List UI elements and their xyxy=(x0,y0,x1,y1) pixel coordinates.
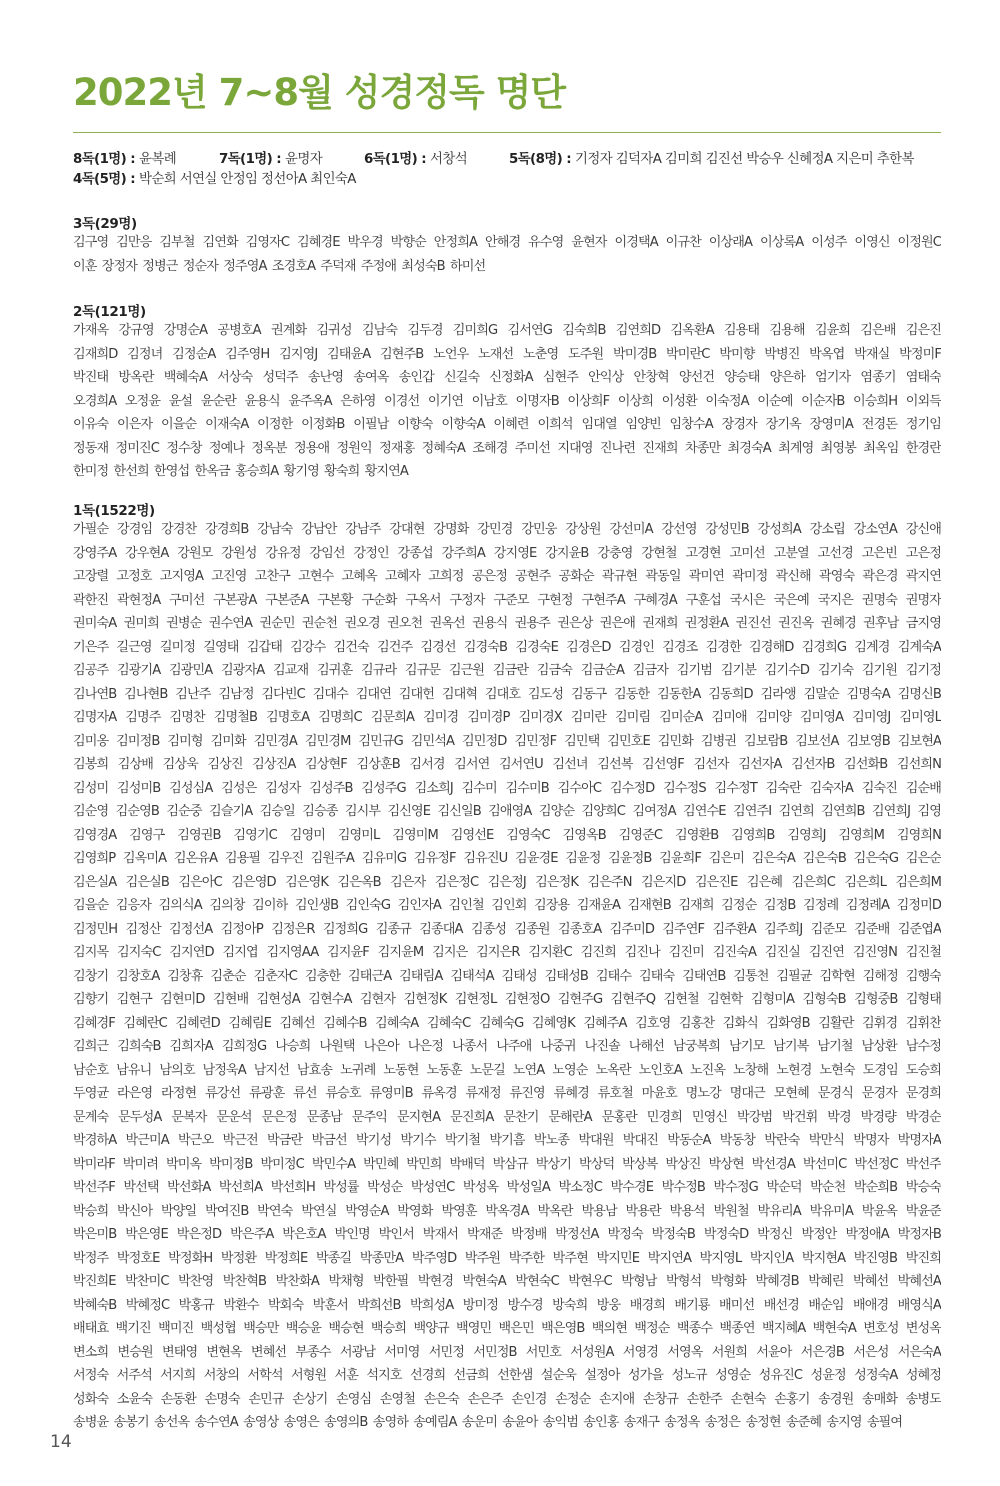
name-line: 박정주 박정호E 박정화H 박정환 박정희E 박종길 박종만A 박주영D 박주원 박주한 박주현 박지민E 박지연A 박지영L 박지인A 박지현A 박진영B 박진희 xyxy=(73,1250,941,1266)
entry-label: 8독(1명) : xyxy=(73,152,140,167)
name-line: 김영희P 김옥미A 김온유A 김용필 김우진 김원주A 김유미G 김유정F 김유진U 김윤경E 김윤정 김윤정B 김윤희F 김은미 김은숙A 김은숙B 김은숙G 김은순 xyxy=(73,851,941,866)
name-line: 이훈 장정자 정병근 정순자 정주영A 조경호A 주덕재 주정애 최성숙B 하미선 xyxy=(73,258,486,274)
name-line: 김은실A 김은실B 김은아C 김은영D 김은영K 김은옥B 김은자 김은정C 김은정J 김은정K 김은주N 김은지D 김은진E 김은혜 김은희C 김은희L 김은희M xyxy=(73,874,941,890)
name-line: 서정숙 서주석 서지희 서창의 서학석 서형원 서훈 석지호 선경희 선금희 선한샘 설순욱 설정아 성가을 성노규 성영순 성유진C 성윤정 성정숙A 성혜정 xyxy=(73,1368,941,1383)
entry-label: 4독(5명) : xyxy=(73,172,140,187)
name-line: 김희근 김희숙B 김희자A 김희정G 나승희 나원택 나은아 나은정 나종서 나주애 나중귀 나진솔 나해선 남궁복희 남기모 남기복 남기철 남상환 남수정 xyxy=(73,1039,941,1054)
name-line: 김순영 김순영B 김순중 김슬기A 김승일 김승종 김시부 김신영E 김신일B 김애영A 김양순 김양희C 김여정A 김연수E 김연주I 김연희 김연희B 김연희J 김영 xyxy=(73,804,941,819)
name-line: 박승희 박신아 박양일 박여진B 박연숙 박연실 박영순A 박영화 박영훈 박옥경A 박옥란 박용남 박용란 박용석 박원철 박유리A 박유미A 박윤옥 박윤준 xyxy=(73,1203,941,1219)
name-line: 송병윤 송봉기 송선옥 송수연A 송영상 송영은 송영의B 송영하 송예림A 송운미 송윤아 송익범 송인홍 송재구 송정옥 송정은 송정현 송준혜 송지영 송필여 xyxy=(73,1415,903,1430)
name-line: 강영주A 강우현A 강원모 강원성 강유정 강임선 강정인 강종섭 강주희A 강지영E 강지윤B 강충영 강현철 고경현 고미선 고분열 고선경 고은빈 고은정 xyxy=(73,545,941,561)
name-line: 박선주F 박선택 박선화A 박선희A 박선희H 박성률 박성순 박성연C 박성옥 박성일A 박소정C 박수경E 박수정B 박수정G 박순덕 박순천 박순희B 박승숙 xyxy=(73,1180,941,1195)
name-line: 가필순 강경임 강경찬 강경희B 강남숙 강남안 강남주 강대현 강명화 강민경 강민웅 강상원 강선미A 강선영 강성민B 강성희A 강소립 강소연A 강신애 xyxy=(73,522,941,537)
page-number: 14 xyxy=(50,1432,72,1452)
name-line: 권미숙A 권미희 권병순 권수연A 권순민 권순천 권오경 권오천 권옥선 권용식 권용주 권은상 권은애 권재희 권정환A 권진선 권진옥 권혜경 권후남 금지영 xyxy=(73,616,941,631)
name-line: 김정민H 김정산 김정선A 김정아P 김정은R 김정희G 김종규 김종대A 김종성 김종원 김종호A 김주미D 김주연F 김주환A 김주희J 김준모 김준배 김준엽A xyxy=(73,921,941,937)
name-line: 기은주 길근영 길미정 길영태 김갑태 김강수 김건숙 김건주 김경선 김경숙B 김경숙E 김경은D 김경인 김경조 김경한 김경해D 김경희G 김계경 김계숙A xyxy=(73,639,941,655)
name-line: 이유숙 이은자 이을순 이재숙A 이정한 이정화B 이필남 이향숙 이향숙A 이혜련 이희석 임대열 임양빈 임창수A 장경자 장기옥 장영미A 전경돈 정기임 xyxy=(73,417,941,432)
top-entry xyxy=(73,150,176,170)
page-title: 2022년 7~8월 성경정독 명단 xyxy=(73,71,566,114)
name-list xyxy=(73,518,941,1435)
top-entry xyxy=(73,170,356,190)
name-line: 남순호 남유니 남의호 남정욱A 남지선 남효송 노귀례 노동현 노동훈 노문길 노연A 노영순 노옥란 노인호A 노진옥 노창해 노현경 노현숙 도경임 도승희 xyxy=(73,1062,941,1078)
entry-label: 7독(1명) : xyxy=(219,152,286,167)
name-line: 김구영 김만응 김부철 김연화 김영자C 김혜경E 박우경 박향순 안정희A 안해경 유수영 윤현자 이경택A 이규찬 이상래A 이상록A 이성주 이영신 이정원C xyxy=(73,235,941,250)
section-title: 1독(1522명) xyxy=(73,503,155,519)
name-line: 박미라F 박미려 박미옥 박미정B 박미정C 박민수A 박민혜 박민희 박배덕 박삼규 박상기 박상덕 박상복 박상진 박상현 박선경A 박선미C 박선정C 박선주 xyxy=(73,1156,941,1172)
entry-names: 서창석 xyxy=(430,152,468,167)
entry-names: 윤명자 xyxy=(285,152,323,167)
entry-names: 기정자 김덕자A 김미희 김진선 박승우 신혜정A 지은미 추한복 xyxy=(575,152,914,167)
title-divider xyxy=(73,132,941,133)
name-line: 배태효 백기진 백미진 백성협 백승만 백승윤 백승현 백승희 백양규 백영민 백은민 백은영B 백의현 백정순 백종수 백종연 백지혜A 백현숙A 변호성 변성옥 xyxy=(73,1321,941,1336)
name-line: 정동재 정미진C 정수창 정예나 정옥분 정용애 정원익 정재홍 정혜숙A 조해경 주미선 지대영 진나련 진재희 차종만 최경숙A 최계영 최영봉 최옥임 한경란 xyxy=(73,440,941,456)
name-line: 성화숙 소윤숙 손동환 손명숙 손민규 손상기 손영심 손영철 손은숙 손은주 손인경 손정순 손지애 손창규 손한주 손현숙 손홍기 송경원 송매화 송병도 xyxy=(73,1391,941,1407)
name-line: 변소희 변승원 변태영 변현옥 변혜선 부종수 서광남 서미영 서민정 서민정B 서민호 서성원A 서영경 서영옥 서원희 서윤아 서은경B 서은성 서은숙A xyxy=(73,1344,941,1360)
name-line: 김향기 김현구 김현미D 김현배 김현성A 김현수A 김현자 김현정K 김현정L 김현정O 김현주G 김현주Q 김현철 김현학 김형미A 김형숙B 김형중B 김형태 xyxy=(73,992,941,1007)
name-line: 김봉희 김상배 김상욱 김상진 김상진A 김상현F 김상훈B 김서경 김서연 김서연U 김선녀 김선복 김선영F 김선자 김선자A 김선자B 김선화B 김선희N xyxy=(73,757,941,772)
section-title: 3독(29명) xyxy=(73,216,137,232)
name-line: 김명자A 김명주 김명찬 김명철B 김명호A 김명희C 김문희A 김미경 김미경P 김미경X 김미란 김미림 김미순A 김미애 김미양 김미영A 김미영J 김미영L xyxy=(73,710,941,725)
name-list xyxy=(73,231,941,278)
entry-label: 6독(1명) : xyxy=(364,152,431,167)
name-line: 가재옥 강규영 강명순A 공병호A 권계화 김귀성 김남숙 김두경 김미희G 김서연G 김숙희B 김연희D 김옥환A 김용태 김용해 김윤희 김은배 김은진 xyxy=(73,323,941,338)
name-line: 박경하A 박근미A 박근오 박근전 박금란 박금선 박기성 박기수 박기철 박기흠 박노종 박대원 박대진 박동순A 박동창 박란숙 박만식 박명자 박명자A xyxy=(73,1133,941,1148)
top-entry xyxy=(364,150,467,170)
entry-names: 박순희 서연실 안정임 정선아A 최인숙A xyxy=(139,172,356,187)
name-line: 김성미 김성미B 김성심A 김성은 김성자 김성주B 김성주G 김소희J 김수미 김수미B 김수아C 김수정D 김수정S 김수정T 김숙란 김숙자A 김숙진 김순배 xyxy=(73,780,941,796)
name-line: 김을순 김응자 김의식A 김의창 김이하 김인생B 김인숙G 김인자A 김인철 김인회 김장용 김재윤A 김재현B 김재희 김정순 김정B 김정례 김정례A 김정미D xyxy=(73,898,941,913)
top-entry xyxy=(219,150,322,170)
name-line: 김창기 김창호A 김창휴 김춘순 김춘자C 김충한 김태근A 김태림A 김태석A 김태성 김태성B 김태수 김태숙 김태연B 김통천 김필균 김학현 김해정 김행숙 xyxy=(73,968,941,984)
name-line: 박진태 방옥란 백혜숙A 서상숙 성덕주 송난영 송여옥 송인갑 신길숙 신정화A 심현주 안익상 안창혁 양선건 양승태 양은하 엄기자 염종기 염태숙 xyxy=(73,370,941,385)
name-line: 박은미B 박은영E 박은정D 박은주A 박은호A 박인명 박인서 박재서 박재준 박정배 박정선A 박정숙 박정숙B 박정숙D 박정신 박정안 박정애A 박정자B xyxy=(73,1227,941,1242)
name-line: 고장렬 고정호 고지영A 고진영 고찬구 고현수 고혜옥 고혜자 고희정 공은정 공현주 공화순 곽규현 곽동일 곽미연 곽미정 곽신해 곽영숙 곽은경 곽지연 xyxy=(73,569,941,584)
top-entry xyxy=(509,150,914,170)
name-line: 한미정 한선희 한영섭 한옥금 홍승희A 황기영 황숙희 황지연A xyxy=(73,464,408,479)
name-line: 김영경A 김영구 김영권B 김영기C 김영미 김영미L 김영미M 김영선E 김영숙C 김영옥B 김영준C 김영환B 김영희B 김영희J 김영희M 김영희N xyxy=(73,827,941,843)
name-line: 김공주 김광기A 김광민A 김광자A 김교재 김귀훈 김규라 김규문 김근원 김금란 김금숙 김금순A 김금자 김기범 김기분 김기수D 김기숙 김기원 김기정 xyxy=(73,663,941,678)
name-line: 김재희D 김정녀 김정순A 김주영H 김지영J 김태윤A 김현주B 노언우 노재선 노춘영 도주원 박미경B 박미란C 박미향 박병진 박옥엽 박재실 박정미F xyxy=(73,346,941,362)
name-list xyxy=(73,319,941,484)
section-title: 2독(121명) xyxy=(73,304,146,320)
name-line: 곽한진 곽현정A 구미선 구본광A 구본준A 구본황 구순화 구옥서 구정자 구준모 구현정 구현주A 구혜경A 구훈섭 국시은 국은예 국지은 권명숙 권명자 xyxy=(73,592,941,608)
name-line: 김미옹 김미정B 김미형 김미화 김민경A 김민경M 김민규G 김민석A 김민정D 김민정F 김민택 김민호E 김민화 김병권 김보람B 김보선A 김보영B 김보현A xyxy=(73,733,941,749)
name-line: 문계숙 문두성A 문복자 문운석 문은정 문종남 문주익 문지현A 문진희A 문찬기 문해란A 문홍란 민경희 민영신 박강범 박건휘 박경 박경량 박경순 xyxy=(73,1109,941,1125)
name-line: 오경희A 오정윤 윤설 윤순란 윤용식 윤주옥A 은하영 이경선 이기연 이남호 이명자B 이상희F 이상희 이성환 이숙정A 이순예 이순자B 이승희H 이외득 xyxy=(73,393,941,409)
name-line: 김혜경F 김혜란C 김혜련D 김혜림E 김혜선 김혜수B 김혜숙A 김혜숙C 김혜숙G 김혜영K 김혜주A 김호영 김홍찬 김화식 김화영B 김활란 김휘경 김휘찬 xyxy=(73,1015,941,1031)
name-line: 박혜숙B 박혜정C 박홍규 박환수 박회숙 박훈서 박희선B 박희성A 방미정 방수경 방숙희 방웅 배경희 배기룡 배미선 배선경 배순임 배애경 배영식A xyxy=(73,1297,941,1313)
name-line: 김지목 김지숙C 김지연D 김지엽 김지영AA 김지윤F 김지윤M 김지은 김지은R 김지환C 김진희 김진나 김진미 김진숙A 김진실 김진연 김진영N 김진철 xyxy=(73,945,941,960)
name-line: 박진희E 박찬미C 박찬영 박찬혁B 박찬화A 박채형 박한필 박현경 박현숙A 박현숙C 박현우C 박형남 박형석 박형화 박혜경B 박혜린 박혜선 박혜선A xyxy=(73,1274,941,1289)
name-line: 김나연B 김나현B 김난주 김남정 김다빈C 김대수 김대연 김대헌 김대혁 김대호 김도성 김동구 김동한 김동한A 김동희D 김라앵 김말순 김명숙A 김명신B xyxy=(73,686,941,702)
entry-names: 윤복례 xyxy=(139,152,177,167)
name-line: 두영균 라은영 라정현 류강선 류광훈 류선 류승호 류영미B 류옥경 류재정 류진영 류혜경 류호철 마윤호 명노강 명대근 모현혜 문경식 문경자 문경희 xyxy=(73,1086,941,1101)
entry-label: 5독(8명) : xyxy=(509,152,576,167)
